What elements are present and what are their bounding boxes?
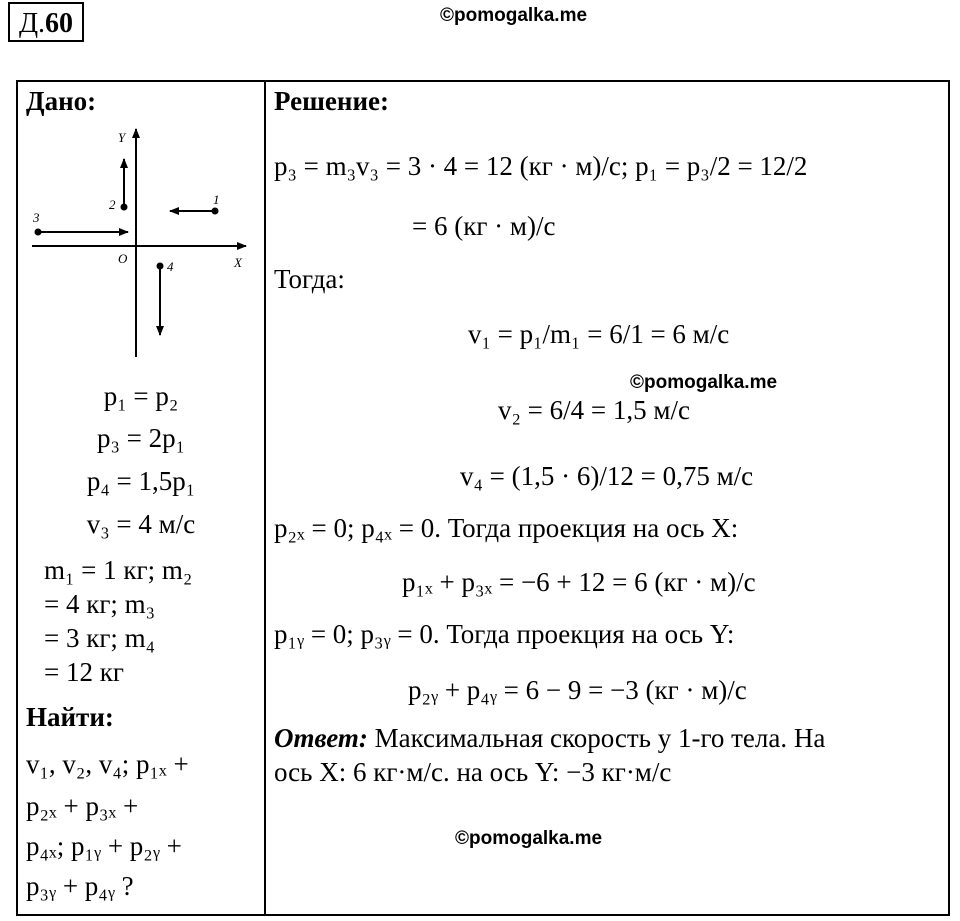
given-line-3: p₄ = 1,5p₁ (86, 466, 196, 496)
find-line-4: p₃ᵧ + p₄ᵧ ? (26, 871, 134, 901)
answer-line-1 (274, 722, 825, 754)
body-2-label: 2 (109, 197, 116, 212)
solution-eq-1: p₃ = m₃v₃ = 3 · 4 = 12 (кг · м)/с; p₁ = p₃/2 = 12/2 (274, 151, 808, 181)
eq-v2: v₂ = 6/4 = 1,5 м/с (498, 395, 690, 425)
given-line-8: = 12 кг (44, 657, 124, 687)
given-title: Дано: (26, 86, 97, 116)
axis-x-label: X (234, 255, 242, 270)
body-3-label: 3 (33, 210, 40, 225)
proj-y-eq: p₂ᵧ + p₄ᵧ = 6 − 9 = −3 (кг · м)/с (408, 675, 747, 705)
find-title: Найти: (26, 702, 114, 732)
solution-eq-1b: = 6 (кг · м)/с (412, 211, 556, 241)
watermark-top: ©pomogalka.me (440, 5, 588, 26)
axis-y-label: Y (118, 130, 126, 145)
given-line-2: p₃ = 2p₁ (96, 423, 186, 453)
badge-prefix: Д. (18, 8, 46, 39)
find-line-1: v₁, v₂, v₄; p₁ₓ + (26, 749, 189, 779)
watermark-middle: ©pomogalka.me (630, 372, 778, 393)
eq-v1: v₁ = p₁/m₁ = 6/1 = 6 м/с (468, 319, 730, 349)
answer-text-1: Максимальная скорость у 1-го тела. На (367, 723, 826, 753)
body-1-label: 1 (213, 192, 220, 207)
then-label: Тогда: (274, 264, 345, 294)
body-4-label: 4 (167, 259, 174, 274)
given-line-1: p₁ = p₂ (103, 381, 179, 411)
proj-x-eq: p₁ₓ + p₃ₓ = −6 + 12 = 6 (кг · м)/с (402, 567, 756, 597)
given-line-6: = 4 кг; m₃ (44, 589, 156, 619)
problem-badge (8, 2, 84, 42)
proj-x-intro: p₂ₓ = 0; p₄ₓ = 0. Тогда проекция на ось X: (274, 513, 739, 543)
column-divider (264, 80, 266, 916)
velocity-diagram (26, 125, 256, 365)
badge-number: 60 (45, 8, 74, 39)
given-line-4: v₃ = 4 м/с (86, 509, 196, 539)
answer-line-2: ось X: 6 кг·м/с. на ось Y: −3 кг·м/с (274, 757, 672, 787)
eq-v4: v₄ = (1,5 · 6)/12 = 0,75 м/с (460, 461, 754, 491)
find-line-2: p₂ₓ + p₃ₓ + (26, 791, 139, 821)
proj-y-intro: p₁ᵧ = 0; p₃ᵧ = 0. Тогда проекция на ось Y: (274, 619, 735, 649)
solution-title: Решение: (274, 86, 389, 116)
find-line-3: p₄ₓ; p₁ᵧ + p₂ᵧ + (26, 831, 182, 861)
given-line-7: = 3 кг; m₄ (44, 623, 156, 653)
watermark-bottom: ©pomogalka.me (455, 828, 603, 849)
given-line-5: m₁ = 1 кг; m₂ (44, 555, 193, 585)
origin-label: O (118, 251, 128, 266)
answer-label: Ответ: (274, 723, 368, 753)
